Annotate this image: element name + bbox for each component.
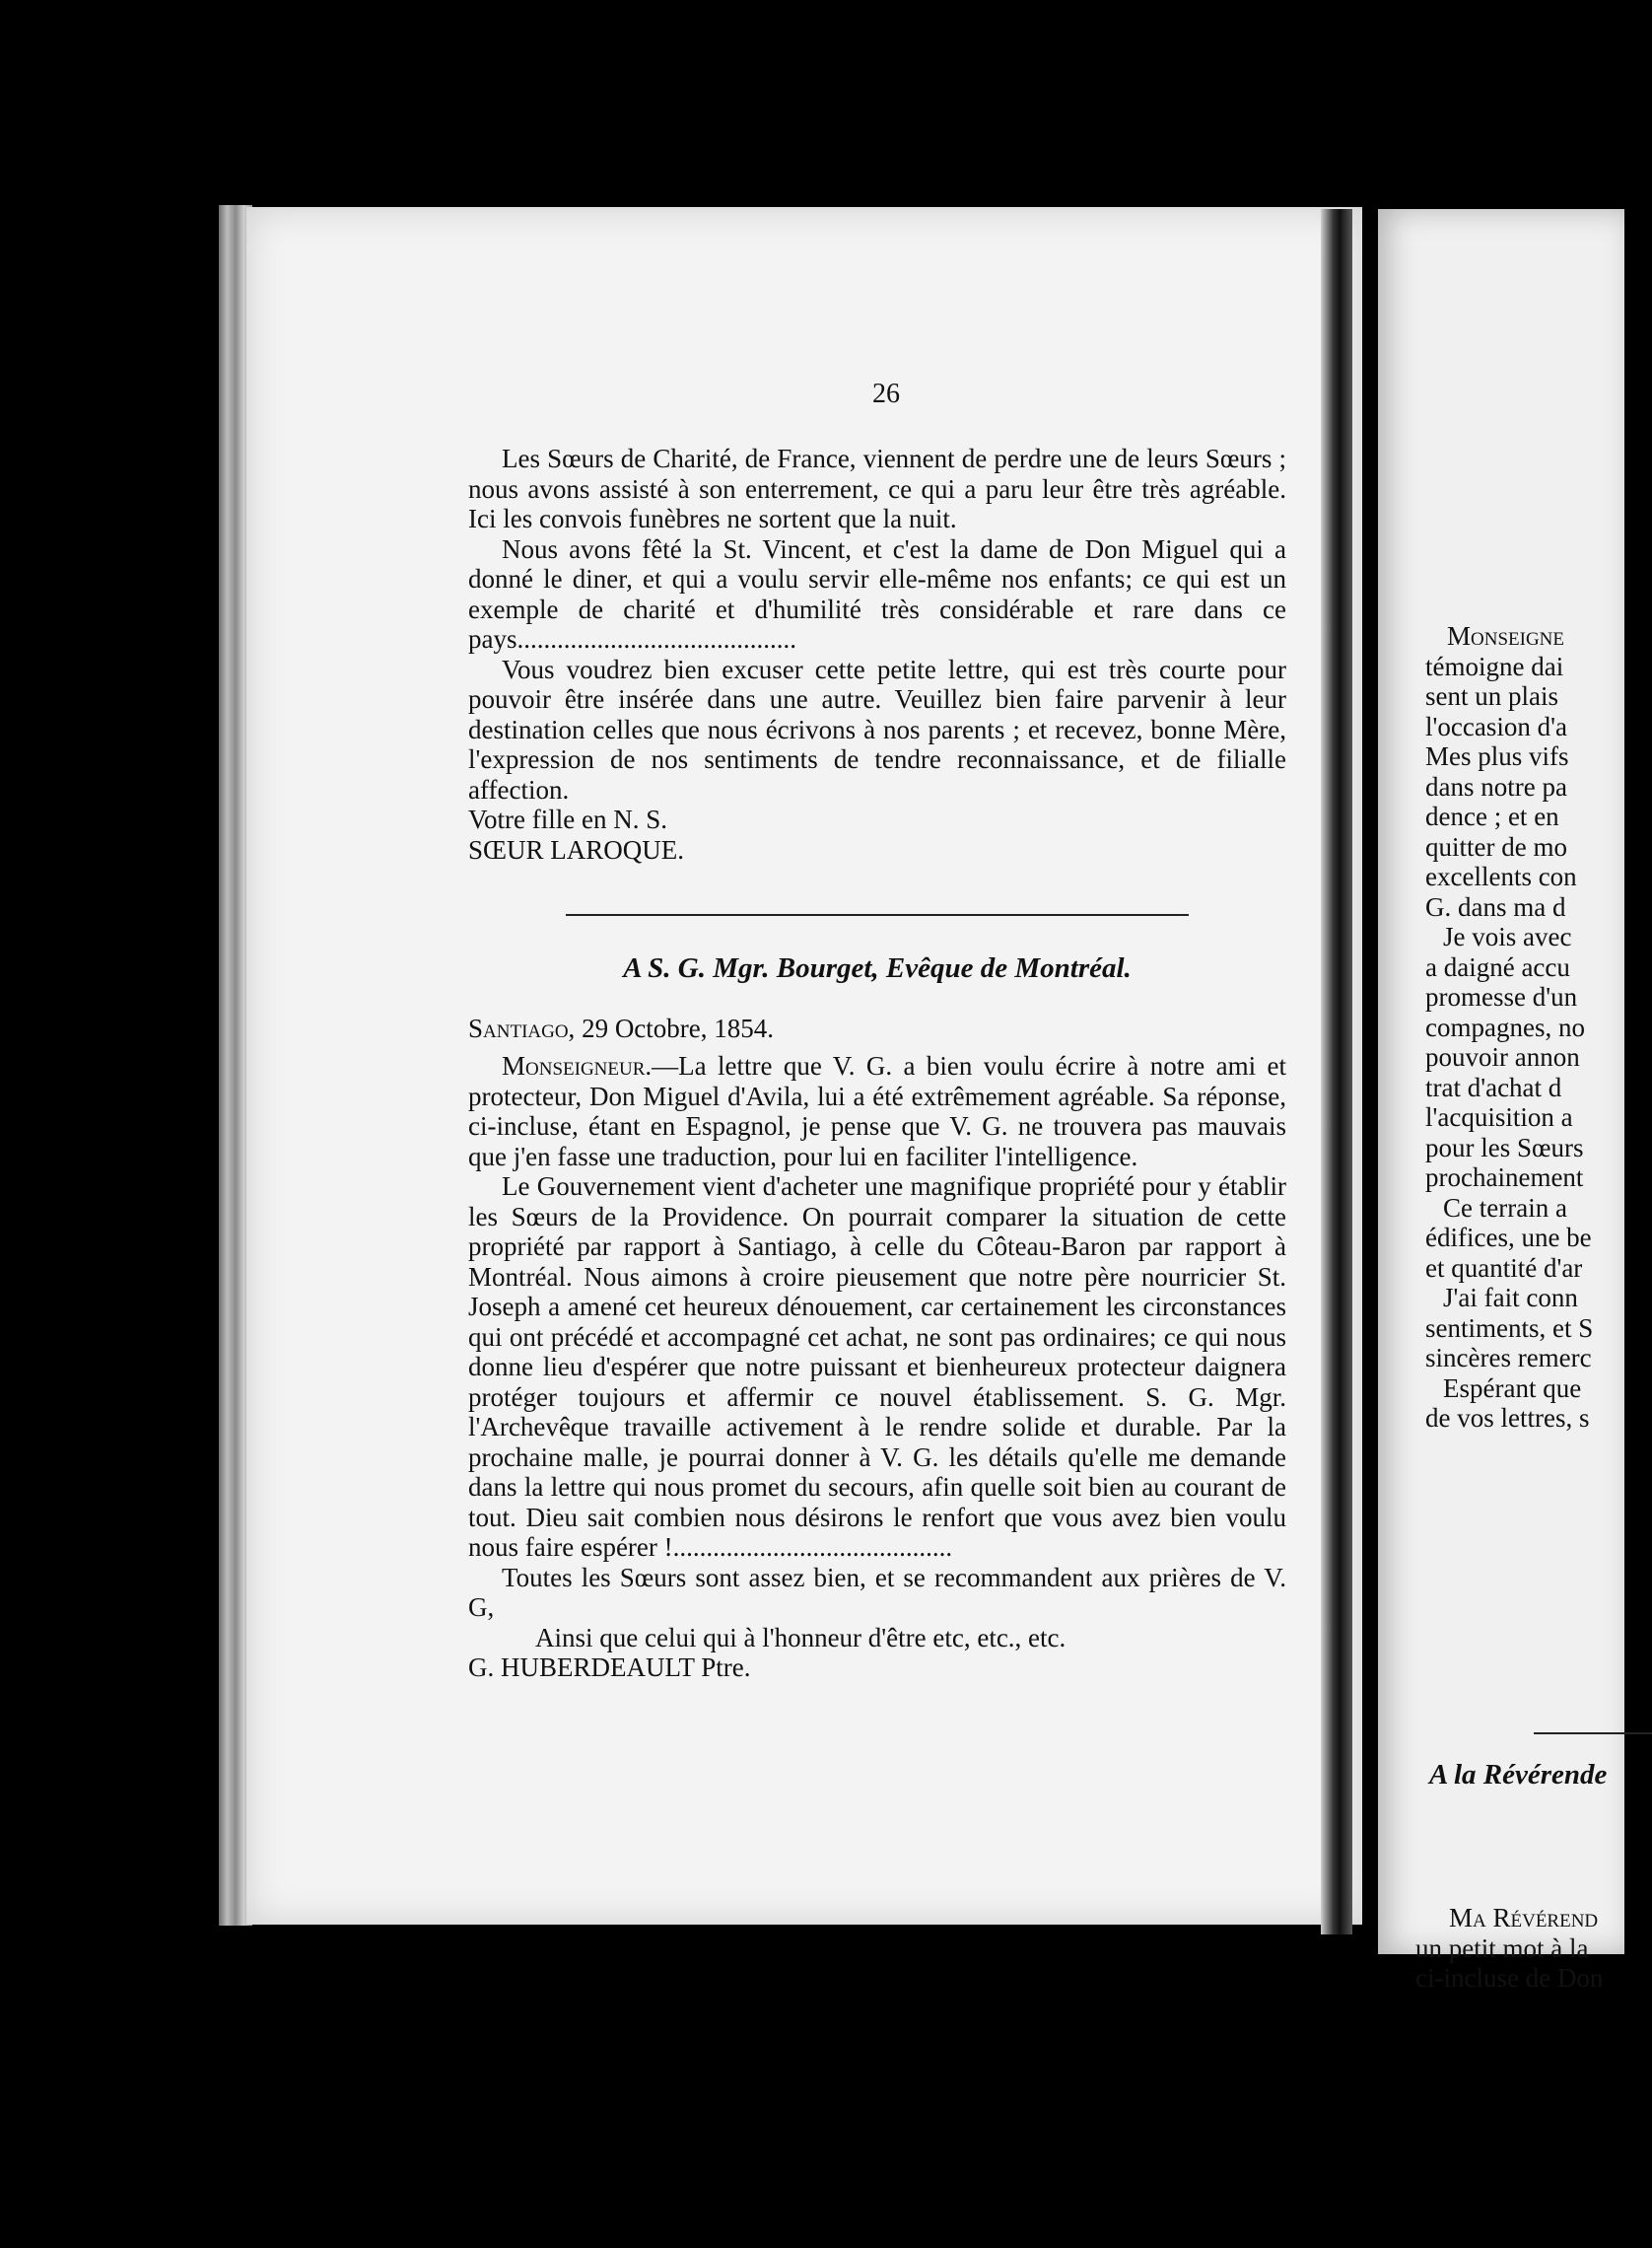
right-page-line: quitter de mo [1425, 831, 1567, 862]
right-page-line: l'occasion d'a [1425, 711, 1567, 741]
salutation: Monseigneur. [502, 1051, 653, 1081]
right-page-line: un petit mot à la [1415, 1932, 1589, 1963]
right-page-line: Ma Révérend [1449, 1903, 1599, 1932]
right-page-line: Mes plus vifs [1425, 741, 1569, 771]
right-page-line: sentiments, et S [1425, 1312, 1594, 1343]
paragraph: Les Sœurs de Charité, de France, viennent de perdre une de leurs Sœurs ; nous avons assisté à son enterrement, ce qui a paru leur être très agréable. Ici les convois funèbres ne sortent que la nuit. [468, 444, 1286, 533]
right-page-line: ci-incluse de Don [1415, 1963, 1604, 1993]
right-page-line: sincères remerc [1425, 1343, 1592, 1372]
signature: G. HUBERDEAULT Ptre. [468, 1652, 751, 1682]
right-page-line: excellents con [1425, 862, 1577, 891]
right-page-line: trat d'achat d [1425, 1072, 1562, 1102]
paragraph [468, 1051, 1286, 1171]
page-number: 26 [872, 379, 900, 409]
right-page-line: témoigne dai [1425, 651, 1564, 681]
right-page-line: Espérant que [1443, 1372, 1582, 1403]
right-page-line: compagnes, no [1425, 1012, 1585, 1042]
right-page-line: pouvoir annon [1425, 1042, 1580, 1072]
dateline [468, 1014, 1286, 1044]
right-page-line: Monseigne [1447, 621, 1564, 651]
letter-heading: A S. G. Mgr. Bourget, Evêque de Montréal. [623, 952, 1132, 984]
right-page-rule [1534, 1732, 1652, 1734]
paragraph-text: —La lettre que V. G. a bien voulu écrire à notre ami et protecteur, Don Miguel d'Avila, lui a été extrêmement agréable. Sa réponse, ci-incluse, étant en Espagnol, je pense que V. G. ne trouvera pas mauvais que j'en fasse une traduction, pour lui en faciliter l'intelligence. [468, 1051, 1286, 1171]
paragraph: Nous avons fêté la St. Vincent, et c'est la dame de Don Miguel qui a donné le diner, et qui a voulu servir elle-même nos enfants; ce qui est un exemple de charité et d'humilité très considérable et rare dans ce pays.......................................... [468, 533, 1286, 654]
right-page-line: sent un plais [1425, 681, 1558, 711]
right-page-line: édifices, une be [1425, 1223, 1592, 1252]
right-page-line: J'ai fait conn [1443, 1283, 1578, 1312]
closing-line: Votre fille en N. S. [468, 805, 667, 834]
right-page-line: pour les Sœurs [1425, 1132, 1584, 1162]
right-page-line: a daigné accu [1425, 951, 1570, 982]
signature: SŒUR LAROQUE. [468, 834, 685, 865]
right-page-line: et quantité d'ar [1425, 1252, 1583, 1283]
book-gutter [1321, 209, 1352, 1934]
right-page [1378, 209, 1624, 1993]
right-page-line: de vos lettres, s [1425, 1403, 1590, 1433]
dateline-place: Santiago, [468, 1013, 576, 1043]
right-page-line: dence ; et en [1425, 802, 1559, 831]
right-page-line: prochainement [1425, 1162, 1584, 1192]
paragraph: Le Gouvernement vient d'acheter une magnifique propriété pour y établir les Sœurs de la Providence. On pourrait comparer la situation de cette propriété par rapport à Santiago, à celle du Côteau-Baron par rapport à Montréal. Nous aimons à croire pieusement que notre père nourricier St. Joseph a amené cet heureux dénouement, car certainement les circonstances qui ont précédé et accompagné cet achat, ne sont pas ordinaires; ce qui nous donne lieu d'espérer que notre puissant et bienheureux protecteur daignera protéger toujours et affermir ce nouvel établissement. S. G. Mgr. l'Archevêque travaille activement à le rendre solide et durable. Par la prochaine malle, je pourrai donner à V. G. les détails qu'elle me demande dans la lettre qui nous promet du secours, afin quelle soit bien au courant de tout. Dieu sait combien nous désirons le renfort que vous avez bien voulu nous faire espérer !.......................................... [468, 1171, 1286, 1562]
left-page-text [468, 444, 1286, 1683]
closing-line: Ainsi que celui qui à l'honneur d'être etc, etc., etc. [535, 1622, 1067, 1652]
paragraph: Toutes les Sœurs sont assez bien, et se recommandent aux prières de V. G, [468, 1562, 1286, 1622]
right-page-line: Je vois avec [1443, 922, 1572, 951]
right-page-line: l'acquisition a [1425, 1102, 1573, 1132]
right-page-line: G. dans ma d [1425, 891, 1566, 922]
right-page-line: Ce terrain a [1443, 1192, 1567, 1223]
section-divider [566, 914, 1189, 916]
paragraph: Vous voudrez bien excuser cette petite lettre, qui est très courte pour pouvoir être insérée dans une autre. Veuillez bien faire parvenir à leur destination celles que nous écrivons à nos parents ; et recevez, bonne Mère, l'expression de nos sentiments de tendre reconnaissance, et de filialle affection. [468, 654, 1286, 805]
right-page-heading: A la Révérende [1429, 1759, 1608, 1791]
right-page-line: promesse d'un [1425, 982, 1578, 1012]
right-page-line: dans notre pa [1425, 771, 1567, 802]
dateline-date: 29 Octobre, 1854. [582, 1013, 775, 1043]
